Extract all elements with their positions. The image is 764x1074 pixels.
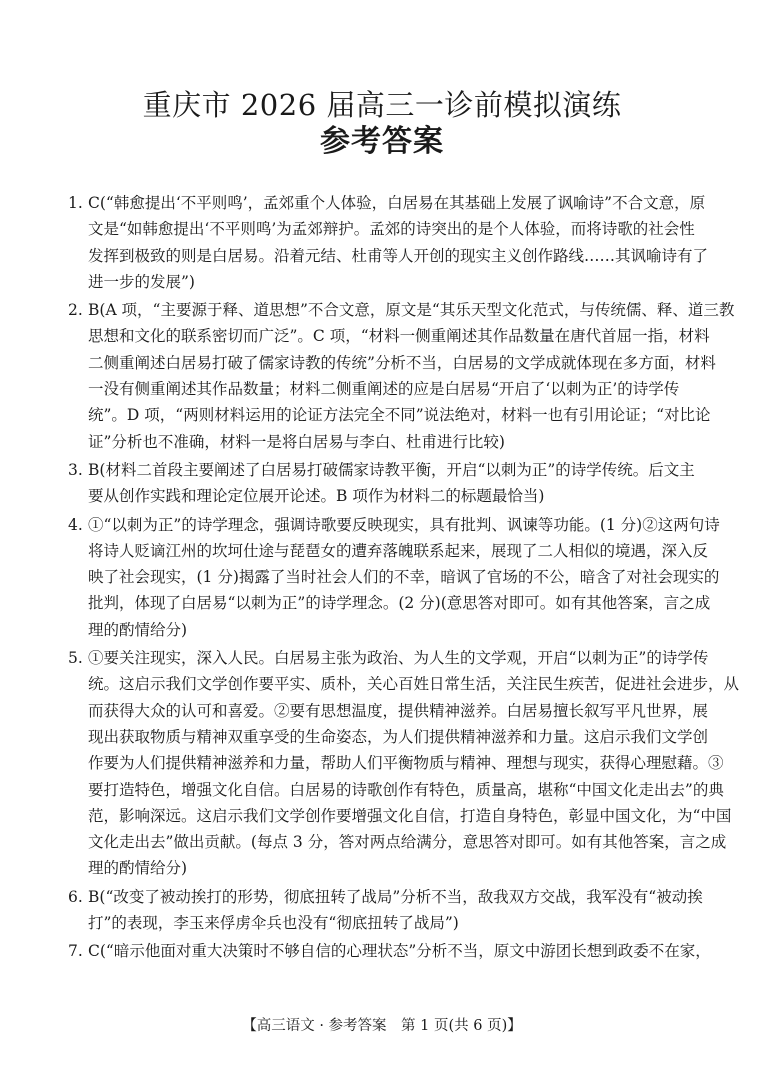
answer-item-2 xyxy=(68,297,735,455)
answer-line: 理的酌情给分) xyxy=(88,620,188,639)
answer-line: 现出获取物质与精神双重享受的生命姿态，为人们提供精神滋养和力量。这启示我们文学创 xyxy=(88,727,709,746)
answer-line: 思想和文化的联系密切而广泛”。C 项，“材料一侧重阐述其作品数量在唐代首屈一指，材料 xyxy=(88,327,710,346)
answer-item-4 xyxy=(68,512,720,643)
answer-line: 证”分析也不准确，材料一是将白居易与李白、杜甫进行比较) xyxy=(88,432,505,451)
answer-item-5 xyxy=(68,645,740,882)
answer-line: 批判，体现了白居易“以刺为正”的诗学理念。(2 分)(意思答对即可。如有其他答案，言之成 xyxy=(88,594,711,613)
answer-list xyxy=(68,190,740,967)
answer-line: ①要关注现实，深入人民。白居易主张为政治、为人生的文学观，开启“以刺为正”的诗学传 xyxy=(88,649,709,668)
answer-number: 3. xyxy=(68,460,83,479)
answer-line: 一没有侧重阐述其作品数量；材料二侧重阐述的应是白居易“开启了‘以刺为正’的诗学传 xyxy=(88,380,680,399)
answer-number: 5. xyxy=(68,649,83,668)
answer-line: 文是“如韩愈提出‘不平则鸣’为孟郊辩护。孟郊的诗突出的是个人体验，而将诗歌的社会性 xyxy=(88,220,695,239)
answer-number: 4. xyxy=(68,515,83,534)
answer-item-7 xyxy=(68,938,711,964)
answer-line: 映了社会现实，(1 分)揭露了当时社会人们的不幸，暗讽了官场的不公，暗含了对社会现实的 xyxy=(88,568,720,587)
answer-line: B(“改变了被动挨打的形势，彻底扭转了战局”分析不当，敌我双方交战，我军没有“被动挨 xyxy=(88,887,703,906)
answer-line: 作要为人们提供精神滋养和力量，帮助人们平衡物质与精神、理想与现实，获得心理慰藉。③ xyxy=(88,754,724,773)
document-subtitle: 参考答案 xyxy=(320,124,444,159)
answer-line: ①“以刺为正”的诗学理念，强调诗歌要反映现实，具有批判、讽谏等功能。(1 分)②这两句诗 xyxy=(88,515,720,534)
answer-line: 二侧重阐述白居易打破了儒家诗教的传统”分析不当，白居易的文学成就体现在多方面，材料 xyxy=(88,353,716,372)
answer-line: 发挥到极致的则是白居易。沿着元结、杜甫等人开创的现实主义创作路线……其讽喻诗有了 xyxy=(88,246,709,265)
answer-item-3 xyxy=(68,457,702,510)
answer-line: 而获得大众的认可和喜爱。②要有思想温度，提供精神滋养。白居易擅长叙写平凡世界，展 xyxy=(88,701,709,720)
answer-line: B(材料二首段主要阐述了白居易打破儒家诗教平衡，开启“以刺为正”的诗学传统。后文主 xyxy=(88,460,695,479)
answer-line: B(A 项，“主要源于释、道思想”不合文意，原文是“其乐天型文化范式，与传统儒、释、道三教 xyxy=(88,301,735,320)
answer-line: 打”的表现，李玉来俘虏伞兵也没有“彻底扭转了战局”) xyxy=(88,914,459,933)
answer-line: 理的酌情给分) xyxy=(88,859,188,878)
answer-number: 6. xyxy=(68,887,83,906)
answer-line: C(“韩愈提出‘不平则鸣’，孟郊重个人体验，白居易在其基础上发展了讽喻诗”不合文意，原 xyxy=(88,194,706,212)
answer-line: 统。这启示我们文学创作要平实、质朴，关心百姓日常生活，关注民生疾苦，促进社会进步，从 xyxy=(88,675,740,694)
answer-line: 范，影响深远。这启示我们文学创作要增强文化自信，打造自身特色，彰显中国文化，为“中国 xyxy=(88,806,732,825)
answer-item-6 xyxy=(68,884,702,937)
document-title: 重庆市 2026 届高三一诊前模拟演练 xyxy=(142,88,622,122)
answer-line: C(“暗示他面对重大决策时不够自信的心理状态”分析不当，原文中游团长想到政委不在家， xyxy=(88,942,711,961)
answer-line: 文化走出去”做出贡献。(每点 3 分，答对两点给满分，意思答对即可。如有其他答案，言之成 xyxy=(88,833,727,852)
answer-number: 7. xyxy=(68,942,83,961)
answer-item-1 xyxy=(68,190,709,295)
answer-line: 要从创作实践和理论定位展开论述。B 项作为材料二的标题最恰当) xyxy=(88,487,545,506)
answer-number: 1. xyxy=(68,194,83,212)
page-footer: 【高三语文 · 参考答案 第 1 页(共 6 页)】 xyxy=(242,1018,522,1034)
answer-number: 2. xyxy=(68,301,83,320)
answer-line: 将诗人贬谪江州的坎坷仕途与琵琶女的遭弃落魄联系起来，展现了二人相似的境遇，深入反 xyxy=(88,541,709,560)
answer-line: 进一步的发展”) xyxy=(88,272,195,291)
answer-line: 统”。D 项，“两则材料运用的论证方法完全不同”说法绝对，材料一也有引用论证；“对比论 xyxy=(88,406,711,425)
answer-line: 要打造特色，增强文化自信。白居易的诗歌创作有特色，质量高，堪称“中国文化走出去”的典 xyxy=(88,780,724,799)
